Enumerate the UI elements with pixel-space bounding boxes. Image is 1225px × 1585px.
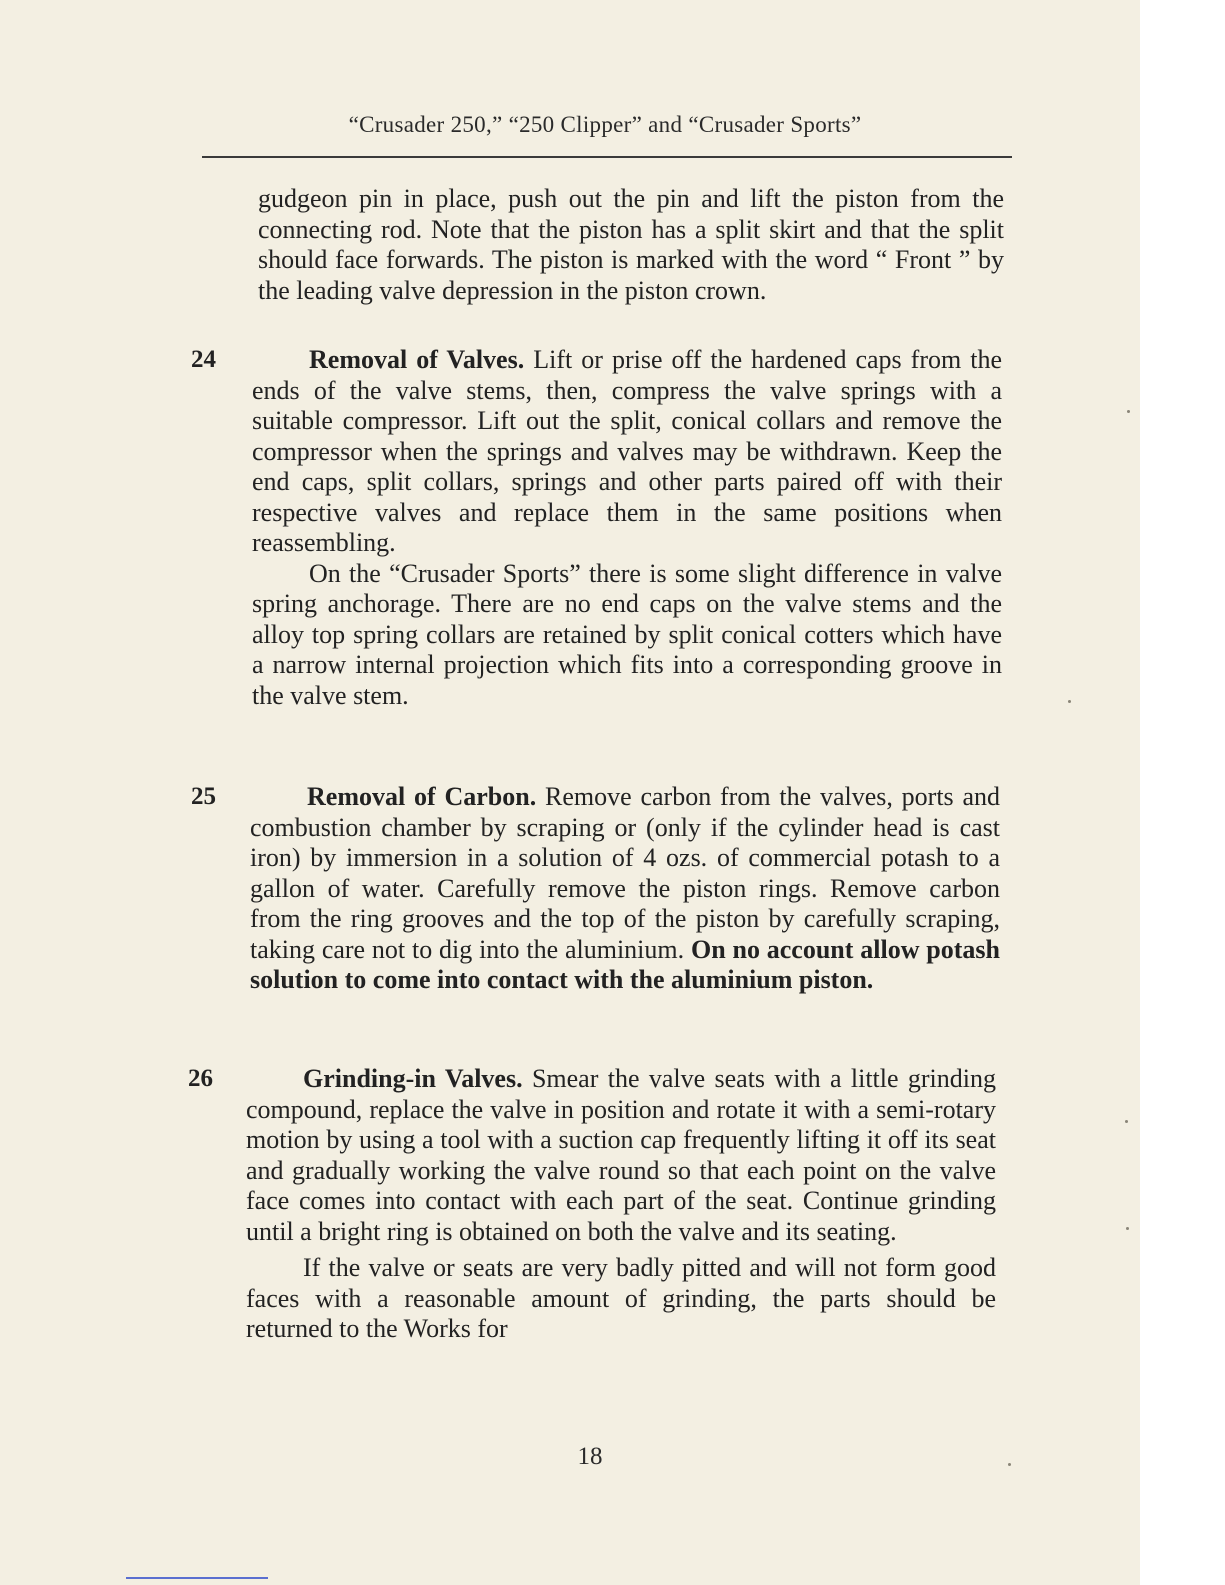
- section-number-26: 26: [188, 1065, 213, 1092]
- section-number-25: 25: [191, 783, 216, 810]
- paper-speck: [1126, 1227, 1129, 1230]
- section-26: [246, 1064, 996, 1345]
- section-24-extra-paragraph: On the “Crusader Sports” there is some slight difference in valve spring anchorage. There are no end caps on the valve stems and the alloy top spring collars are retained by split conical cotters which have a narrow internal projection which fits into a corresponding groove in the valve stem.: [252, 558, 1002, 710]
- paper-speck: [1127, 410, 1130, 413]
- paper-speck: [1125, 1120, 1128, 1123]
- paper-speck: [1008, 1463, 1011, 1466]
- section-24-body: Lift or prise off the hardened caps from the ends of the valve stems, then, compress the valve springs with a suitable compressor. Lift out the split, conical collars and remove the compressor when the springs and valves may be withdrawn. Keep the end caps, split collars, springs and other parts paired off with their respective valves and replace them in the same positions when reassembling.: [252, 345, 1003, 557]
- section-25-paragraph: [250, 782, 1000, 996]
- intro-text: gudgeon pin in place, push out the pin and lift the piston from the connecting rod. Note that the piston has a split skirt and that the split should face forwards. The piston is marked with the word “ Front ” by the leading valve depression in the piston crown.: [258, 184, 1004, 305]
- intro-paragraph: [258, 184, 1004, 306]
- scan-margin: [1140, 0, 1225, 1585]
- section-26-paragraph: [246, 1064, 996, 1247]
- section-25: [250, 782, 1000, 996]
- running-header: “Crusader 250,” “250 Clipper” and “Crusader Sports”: [348, 112, 862, 137]
- section-26-body: Smear the valve seats with a little grinding compound, replace the valve in position and rotate it with a semi-rotary motion by using a tool with a suction cap frequently lifting it off its seat and gradually working the valve round so that each point on the valve face comes into contact with each part of the seat. Continue grinding until a bright ring is obtained on both the valve and its seating.: [246, 1064, 997, 1246]
- section-24: [252, 345, 1002, 711]
- section-25-heading: Removal of Carbon.: [307, 782, 537, 811]
- section-25-warning: On no account allow potash solution to come into contact with the aluminium piston.: [250, 934, 1001, 994]
- section-25-body: Remove carbon from the valves, ports and combustion chamber by scraping or (only if the cylinder head is cast iron) by immersion in a solution of 4 ozs. of commercial potash to a gallon of water. Carefully remove the piston rings. Remove carbon from the ring grooves and the top of the piston by carefully scraping, taking care not to dig into the aluminium.: [250, 782, 1001, 964]
- section-number-24: 24: [191, 346, 216, 373]
- section-24-heading: Removal of Valves.: [309, 345, 525, 374]
- section-26-extra-paragraph: If the valve or seats are very badly pitted and will not form good faces with a reasonable amount of grinding, the parts should be returned to the Works for: [246, 1253, 996, 1343]
- section-26-heading: Grinding-in Valves.: [303, 1064, 523, 1093]
- scan-underline-mark: [126, 1577, 268, 1579]
- paper-speck: [1068, 700, 1071, 703]
- section-24-paragraph: [252, 345, 1002, 559]
- header-rule: [202, 156, 1012, 158]
- page-number: 18: [577, 1443, 603, 1470]
